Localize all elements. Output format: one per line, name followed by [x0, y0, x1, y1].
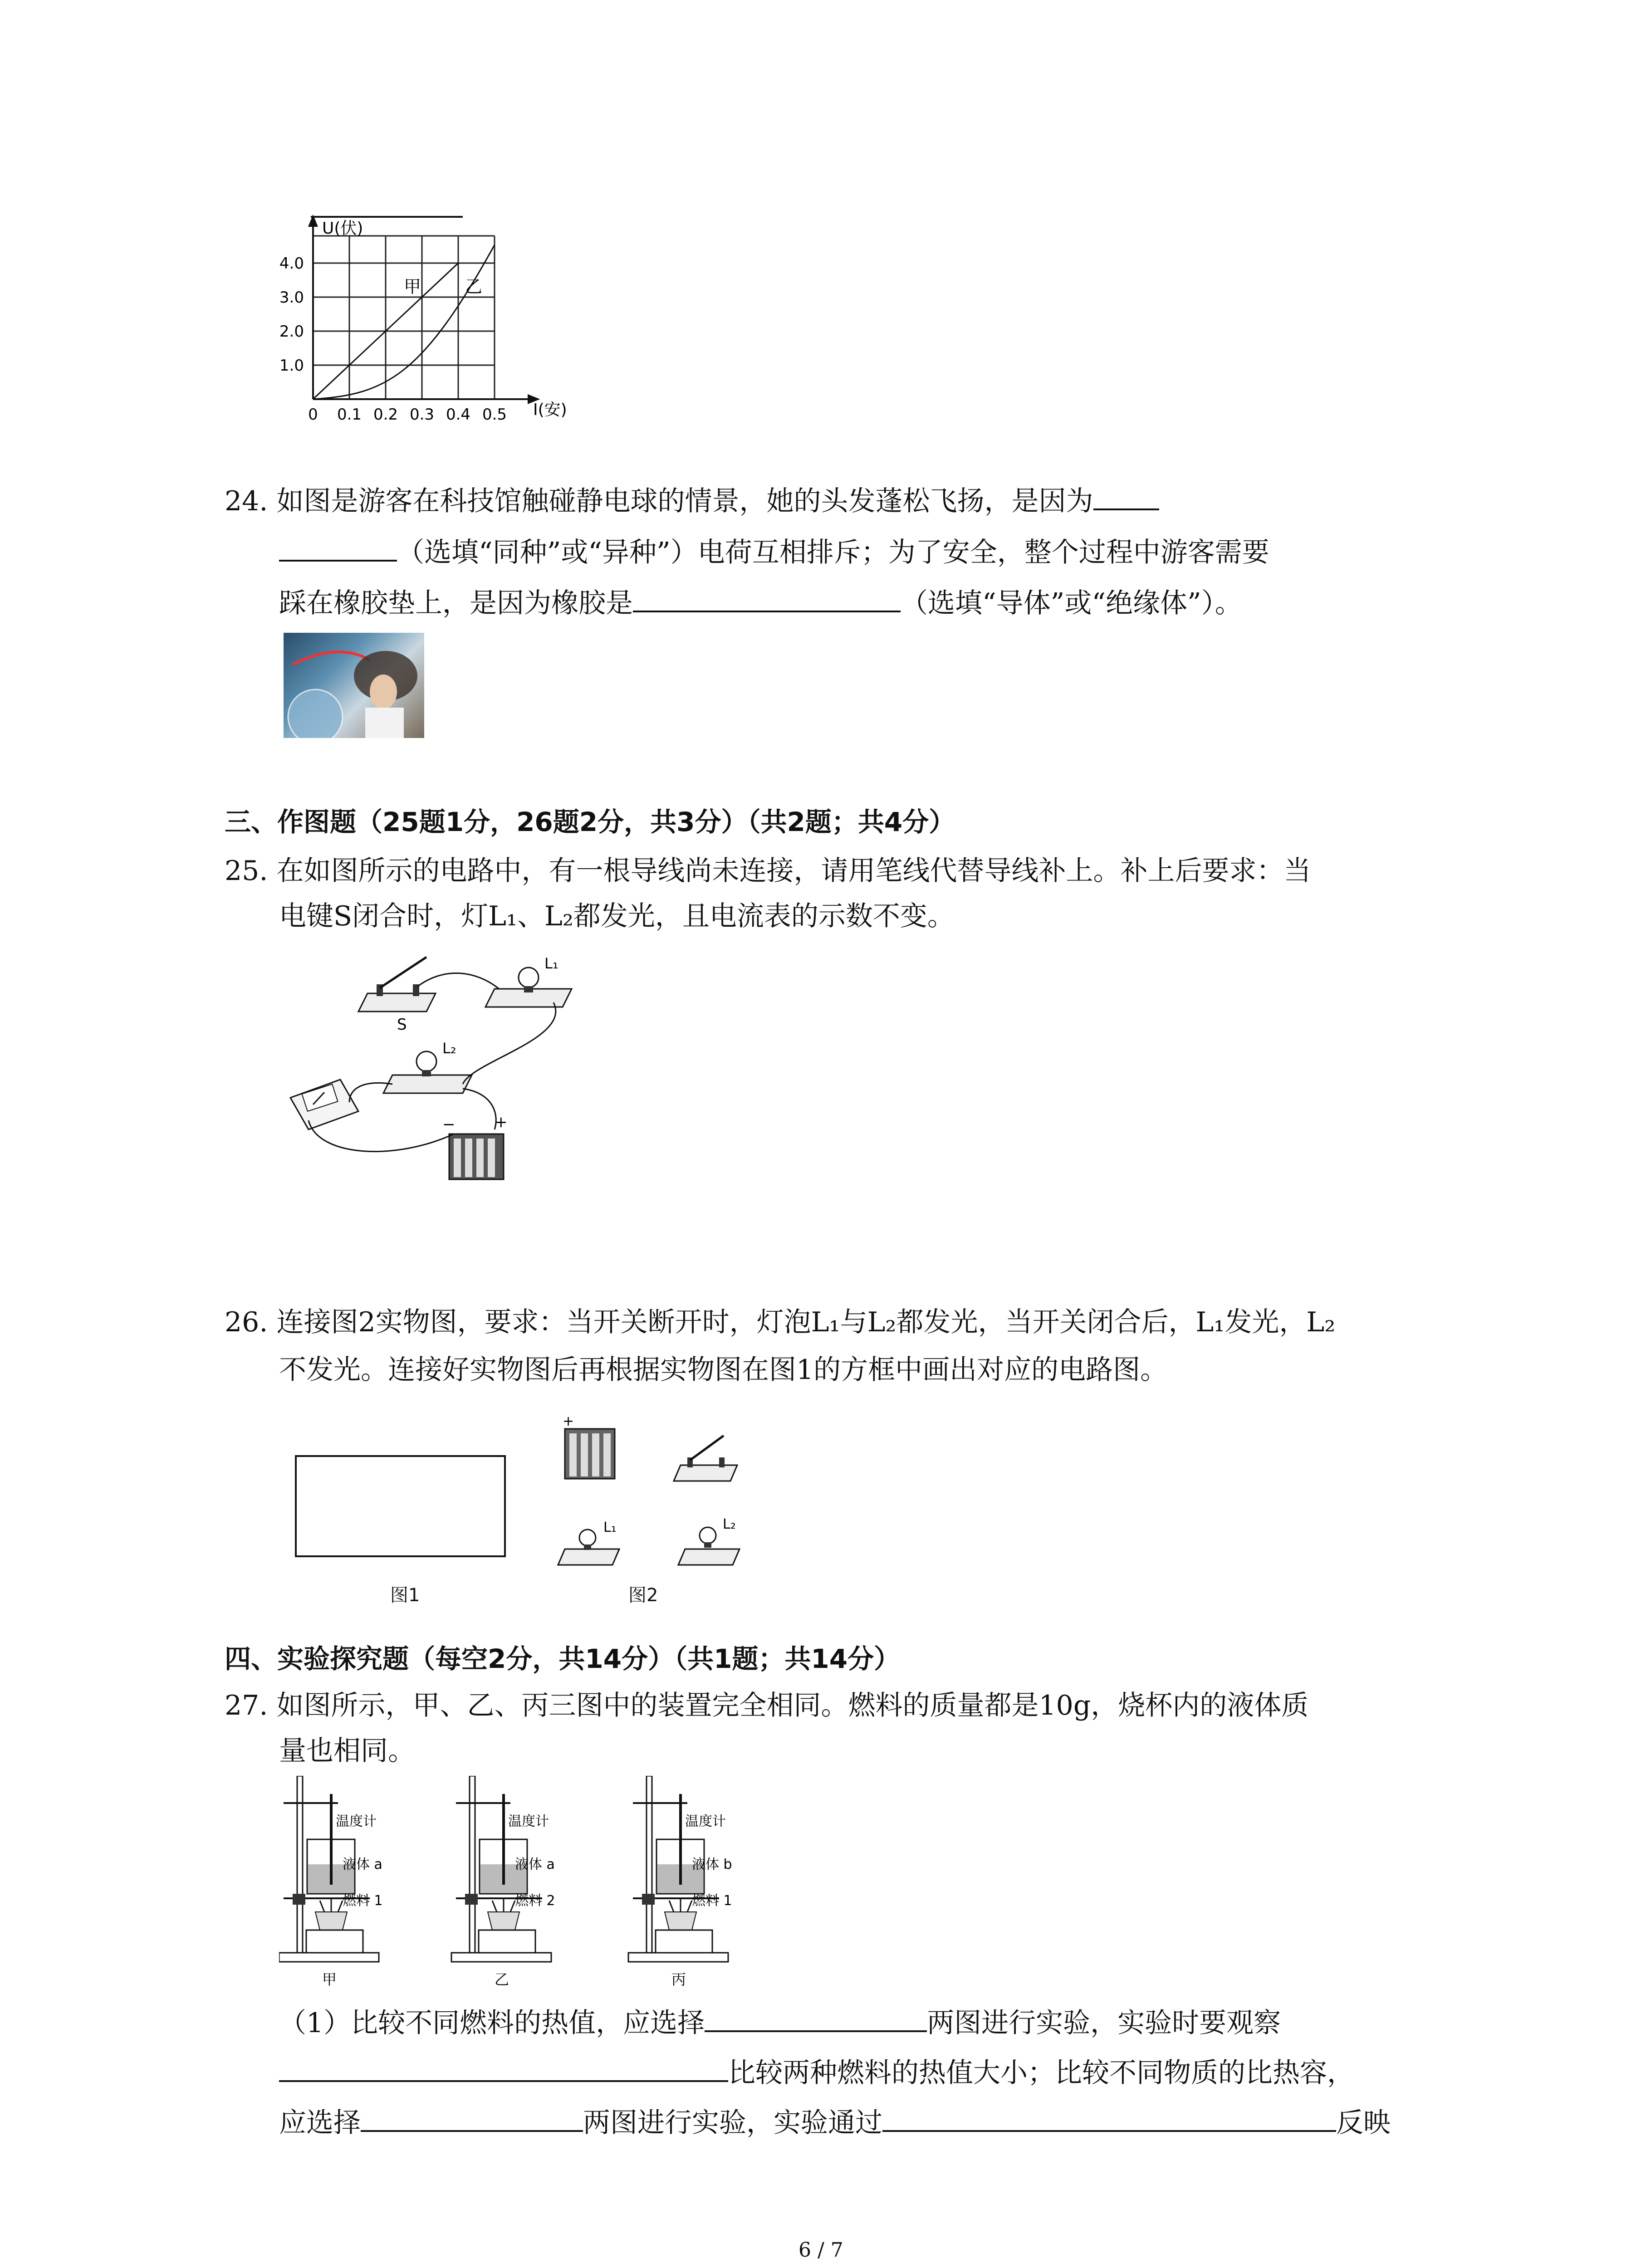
q25-text2: 电键S闭合时，灯L₁、L₂都发光，且电流表的示数不变。	[279, 900, 955, 932]
fig1-caption: 图1	[390, 1585, 420, 1606]
label-thermometer-3: 温度计	[685, 1813, 726, 1829]
q25-line2	[279, 894, 955, 939]
fig2-caption: 图2	[628, 1585, 658, 1606]
y-axis-label: U(伏)	[322, 219, 363, 238]
q27-sub1-a: （1）比较不同燃料的热值，应选择	[279, 2007, 705, 2039]
answer-blank[interactable]	[279, 532, 397, 562]
answer-blank[interactable]	[279, 2052, 728, 2082]
y-tick-3: 3.0	[279, 288, 304, 307]
label-thermometer-1: 温度计	[336, 1813, 377, 1829]
q25-line1	[225, 848, 1311, 894]
fig2-battery	[563, 1413, 615, 1479]
y-tick-2: 2.0	[279, 323, 304, 341]
caption-bing: 丙	[671, 1971, 686, 1988]
q24-text3b: （选填“导体”或“绝缘体”）。	[901, 587, 1242, 619]
x-tick-4: 0.4	[446, 406, 471, 424]
q24-number: 24.	[225, 485, 268, 517]
lamp2-label: L₂	[442, 1040, 456, 1057]
answer-blank[interactable]	[705, 2002, 927, 2032]
label-fuel-1: 燃料 1	[343, 1893, 383, 1909]
setup-bing	[628, 1776, 732, 1988]
x-axis-label: I(安)	[533, 401, 567, 419]
graph-grid	[313, 236, 495, 399]
y-tick-1: 1.0	[279, 357, 304, 375]
q24-line1	[225, 479, 1159, 524]
fig1-answer-box[interactable]	[295, 1455, 506, 1557]
answer-blank[interactable]	[633, 582, 901, 612]
battery-plus: +	[495, 1113, 508, 1131]
q26-text2: 不发光。连接好实物图后再根据实物图在图1的方框中画出对应的电路图。	[279, 1354, 1168, 1386]
q26-line2	[279, 1347, 1167, 1393]
label-liquid-3: 液体 b	[692, 1857, 732, 1872]
q24-line2	[279, 530, 1269, 575]
series-label-yi: 乙	[465, 277, 483, 297]
q27-line2	[279, 1728, 415, 1774]
q27-sub1-line3	[279, 2100, 1391, 2146]
switch-label: S	[397, 1016, 407, 1034]
q27-sub1-b: 两图进行实验，实验时要观察	[927, 2007, 1281, 2039]
answer-blank[interactable]	[361, 2102, 583, 2132]
label-thermometer-2: 温度计	[508, 1813, 549, 1829]
battery-minus: −	[442, 1115, 456, 1134]
section4-title: 四、实验探究题（每空2分，共14分）（共1题；共14分）	[225, 1643, 901, 1674]
fig2-battery-plus: +	[563, 1413, 574, 1429]
label-fuel-2: 燃料 2	[515, 1893, 555, 1909]
x-tick-3: 0.3	[409, 406, 435, 424]
q27-line1	[225, 1683, 1308, 1728]
caption-yi: 乙	[495, 1971, 509, 1988]
q27-sub1-c: 比较两种燃料的热值大小；比较不同物质的比热容，	[728, 2057, 1354, 2089]
fig2-components	[556, 1413, 755, 1567]
q27-apparatus-figure	[279, 1776, 778, 1989]
battery	[442, 1113, 508, 1179]
q25-text1: 在如图所示的电路中，有一根导线尚未连接，请用笔线代替导线补上。补上后要求：当	[276, 855, 1311, 887]
q27-sub1-d: 应选择	[279, 2107, 361, 2139]
q26-text1: 连接图2实物图，要求：当开关断开时，灯泡L₁与L₂都发光，当开关闭合后，L₁发光，L₂	[276, 1306, 1336, 1338]
x-tick-5: 0.5	[482, 406, 507, 424]
q27-text2: 量也相同。	[279, 1735, 415, 1767]
u-i-graph	[272, 213, 590, 431]
q24-text1: 如图是游客在科技馆触碰静电球的情景，她的头发蓬松飞扬，是因为	[276, 485, 1093, 517]
series-label-jia: 甲	[404, 277, 421, 297]
x-tick-1: 0.1	[337, 406, 362, 424]
q27-sub1-line2	[279, 2050, 1354, 2096]
q27-text1: 如图所示，甲、乙、丙三图中的装置完全相同。燃料的质量都是10g，烧杯内的液体质	[276, 1690, 1309, 1721]
x-tick-0: 0	[308, 406, 318, 424]
y-tick-4: 4.0	[279, 254, 304, 273]
label-fuel-3: 燃料 1	[692, 1893, 732, 1909]
ammeter	[290, 1080, 358, 1129]
fig2-switch	[674, 1436, 737, 1481]
q27-sub1-line1	[279, 2000, 1281, 2046]
q27-sub1-e: 两图进行实验，实验通过	[583, 2107, 882, 2139]
fig2-lamp1-label: L₁	[603, 1520, 617, 1535]
fig2-lamp-l2	[678, 1516, 740, 1565]
static-electricity-photo	[284, 633, 424, 738]
q27-number: 27.	[225, 1690, 268, 1721]
q24-line3	[279, 581, 1242, 626]
graph-axes	[309, 217, 538, 403]
setup-jia	[279, 1776, 383, 1988]
label-liquid-2: 液体 a	[515, 1857, 555, 1872]
q24-text3a: 踩在橡胶垫上，是因为橡胶是	[279, 587, 633, 619]
label-liquid-1: 液体 a	[343, 1857, 382, 1872]
q27-sub1-f: 反映	[1336, 2107, 1391, 2139]
switch-s	[358, 957, 436, 1034]
q26-line1	[225, 1300, 1335, 1345]
caption-jia: 甲	[322, 1971, 337, 1988]
answer-blank[interactable]	[882, 2102, 1336, 2132]
fig2-lamp2-label: L₂	[723, 1516, 736, 1532]
x-tick-2: 0.2	[373, 406, 398, 424]
q25-number: 25.	[225, 855, 268, 887]
section3-title: 三、作图题（25题1分，26题2分，共3分）（共2题；共4分）	[225, 807, 955, 837]
q25-circuit-figure	[281, 948, 590, 1184]
lamp-l2	[383, 1040, 472, 1093]
lamp-l1	[485, 955, 572, 1007]
q24-text2: （选填“同种”或“异种”）电荷互相排斥；为了安全，整个过程中游客需要	[397, 537, 1269, 568]
series-yi-curve	[313, 245, 495, 399]
q26-number: 26.	[225, 1306, 268, 1338]
page-number: 6 / 7	[798, 2239, 843, 2262]
fig2-lamp-l1	[558, 1520, 619, 1565]
answer-blank[interactable]	[1093, 480, 1159, 510]
lamp1-label: L₁	[544, 955, 558, 972]
setup-yi	[451, 1776, 555, 1988]
